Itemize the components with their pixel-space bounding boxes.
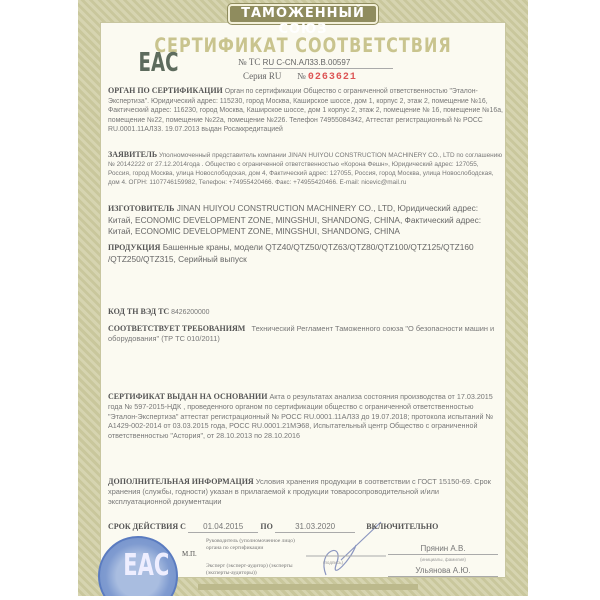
- code-section: [108, 307, 503, 318]
- head-name-caption: (инициалы, фамилия): [420, 557, 466, 562]
- code-label: КОД ТН ВЭД ТС: [108, 307, 170, 316]
- footer-strip: [198, 584, 418, 590]
- product-section: [108, 242, 503, 265]
- validity-from: 01.04.2015: [188, 522, 258, 533]
- basis-label: СЕРТИФИКАТ ВЫДАН НА ОСНОВАНИИ: [108, 392, 268, 401]
- conforms-text: Технический Регламент Таможенного союза "О безопасности машин и оборудования" (ТР ТС 010/2011): [108, 324, 495, 343]
- tc-number-line: [238, 58, 393, 69]
- sign-caption: (подпись): [323, 560, 344, 565]
- product-label: ПРОДУКЦИЯ: [108, 243, 161, 252]
- basis-section: [108, 392, 503, 441]
- series-line: [243, 72, 357, 83]
- head-label: Руководитель (уполномоченное лицо) органа по сертификации: [206, 538, 295, 551]
- tc-number: RU C-CN.АЛ33.В.00597: [263, 58, 393, 69]
- manufacturer-section: [108, 203, 503, 236]
- eac-logo: EAC: [138, 48, 179, 78]
- applicant-section: [108, 150, 503, 187]
- certificate-title: СЕРТИФИКАТ СООТВЕТСТВИЯ: [154, 34, 452, 57]
- applicant-label: ЗАЯВИТЕЛЬ: [108, 150, 158, 159]
- validity-label: СРОК ДЕЙСТВИЯ С: [108, 522, 186, 531]
- certificate: [78, 0, 528, 596]
- additional-text: Условия хранения продукции в соответствии с ГОСТ 15150-69. Срок хранения (службы, годности) указан в прилагаемой к продукции товаросопроводительной и/или эксплуатационной документации: [108, 477, 491, 506]
- validity-inclusive: ВКЛЮЧИТЕЛЬНО: [366, 522, 439, 531]
- validity-to: 31.03.2020: [275, 522, 355, 533]
- mp-label: М.П.: [182, 550, 197, 558]
- tc-label: № ТС: [238, 57, 261, 67]
- applicant-text: Уполномоченный представитель компании JINAN HUIYOU CONSTRUCTION MACHINERY CO., LTD по соглашению № 20142222 от 27.12.2014года . Общество с ограниченной ответственностью «Корона Фешн», Юридический адрес: 127055, Россия, город Москва, улица Новослободская, дом 4, Фактический адрес: 127055, Россия, город Москва, улица Новослободская, дом 4. ОГРН: 1107746159982, Телефон: +74955420466. Факс: +74955420466. E-mail: nicevic@mail.ru: [108, 152, 503, 186]
- stamp-text: ЕАС: [123, 548, 170, 583]
- validity-to-label: ПО: [260, 522, 273, 531]
- expert-name: Ульянова А.Ю.: [388, 566, 498, 577]
- code-value: 8426200000: [171, 309, 210, 316]
- conforms-section: [108, 324, 503, 343]
- number-label: №: [297, 71, 306, 81]
- manufacturer-text: JINAN HUIYOU CONSTRUCTION MACHINERY CO., LTD, Юридический адрес: Китай, ECONOMIC DEVELOPMENT ZONE, MINGSHUI, SHANDONG, CHINA, Фактический адрес: Китай, ECONOMIC DEVELOPMENT ZONE, MINGSHUI, SHANDONG, CHINA: [108, 203, 482, 236]
- basis-text: Акта о результатах анализа состояния производства от 17.03.2015 года № 597-2015-НДК , проведенного органом по сертификации общество с ограниченной ответственностью "Эталон-Экспертиза" аттестат регистрационный № РОСС RU.0001.11АЛ33 до 19.07.2018; протокола испытаний № А1429-002-2014 от 03.03.2015 года, РОСС RU.0001.21МЭ68, Испытательный центр Общество с ограниченной ответственностью "Астория", от 28.10.2013 по 28.10.2016: [108, 392, 494, 441]
- certificate-number: 0263621: [307, 72, 357, 83]
- expert-label: Эксперт (эксперт-аудитор) (эксперты (эксперты-аудиторы)): [206, 563, 293, 576]
- customs-union-banner: ТАМОЖЕННЫЙ СОЮЗ: [228, 4, 378, 24]
- additional-label: ДОПОЛНИТЕЛЬНАЯ ИНФОРМАЦИЯ: [108, 477, 254, 486]
- head-name: Прянин А.В.: [388, 544, 498, 555]
- manufacturer-label: ИЗГОТОВИТЕЛЬ: [108, 204, 175, 213]
- conforms-label: СООТВЕТСТВУЕТ ТРЕБОВАНИЯМ: [108, 324, 246, 333]
- series-label: Серия RU: [243, 71, 282, 81]
- validity-section: [108, 522, 503, 533]
- organ-label: ОРГАН ПО СЕРТИФИКАЦИИ: [108, 86, 223, 95]
- organ-text: Орган по сертификации Общество с ограниченной ответственностью "Эталон-Экспертиза". Юридический адрес: 115230, город Москва, Каширское шоссе, дом 1, корпус 2, этаж 2, помещение №16, Фактический адрес: 116230, город Москва, Каширское шоссе, дом 1 корпус 2, этаж 2, помещение № 16, помещение №16а, помещение №22, помещение №22а, помещение №226. Телефон 74955084342, Аттестат регистрационный № РОСС RU.0001.11АЛ33. 19.07.2013 выдан Росаккредитацией: [108, 88, 503, 134]
- organ-section: [108, 86, 503, 135]
- additional-section: [108, 477, 503, 507]
- product-text: Башенные краны, модели QTZ40/QTZ50/QTZ63/QTZ80/QTZ100/QTZ125/QTZ160 /QTZ250/QTZ315, Серийный выпуск: [108, 242, 474, 264]
